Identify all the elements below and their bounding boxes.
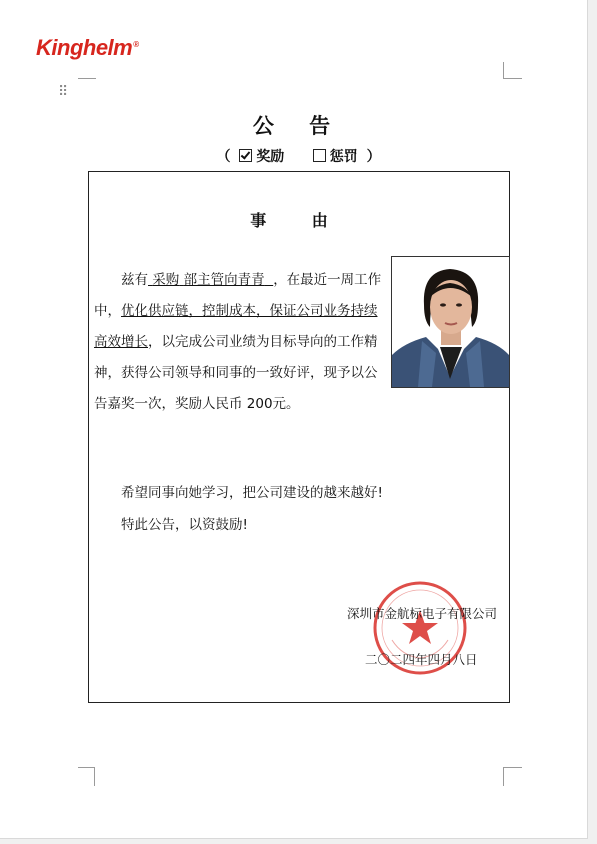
closing-line: 特此公告，以资鼓励! (121, 517, 248, 533)
crop-mark-top-right (503, 62, 522, 79)
notice-box (88, 171, 510, 703)
name-field: 部主管向青青 (183, 272, 265, 288)
crop-mark-bottom-left (78, 767, 95, 786)
open-paren: （ (216, 149, 231, 165)
notice-category (0, 146, 597, 166)
crop-mark-top-left (78, 62, 96, 79)
punish-checkbox[interactable] (313, 149, 326, 162)
reason-paragraph (94, 265, 386, 420)
drag-handle-icon[interactable]: ⠿ (58, 84, 67, 100)
crop-mark-bottom-right (503, 767, 522, 786)
employee-photo (391, 256, 510, 388)
brand-logo (36, 35, 139, 61)
company-name: 深圳市金航标电子有限公司 (347, 606, 498, 621)
punish-label: 惩罚 (329, 149, 358, 165)
para-rest: ，以完成公司业绩为目标导向的工作精神，获得公司领导和同事的一致好评，现予以公告嘉奖一次，奖励人民币 200元。 (94, 334, 378, 412)
achievement-text: 优化供应链，控制成本，保证公司业务持续高效增长 (94, 303, 378, 350)
para-prefix: 兹有 (121, 272, 148, 288)
notice-date: 二〇二四年四月八日 (365, 652, 478, 667)
brand-logo-text: Kinghelm (36, 35, 133, 60)
reason-heading: 事 由 (250, 211, 348, 230)
notice-title: 公 告 (252, 113, 345, 138)
registered-mark: ® (133, 39, 139, 49)
reward-checkbox[interactable] (239, 149, 252, 162)
encouragement-line: 希望同事向她学习，把公司建设的越来越好! (121, 485, 383, 501)
para-mid: ，在最近一周工作中， (94, 272, 382, 319)
department-field: 采购 (152, 272, 180, 288)
reward-label: 奖励 (256, 149, 285, 165)
close-paren: ） (366, 149, 381, 165)
